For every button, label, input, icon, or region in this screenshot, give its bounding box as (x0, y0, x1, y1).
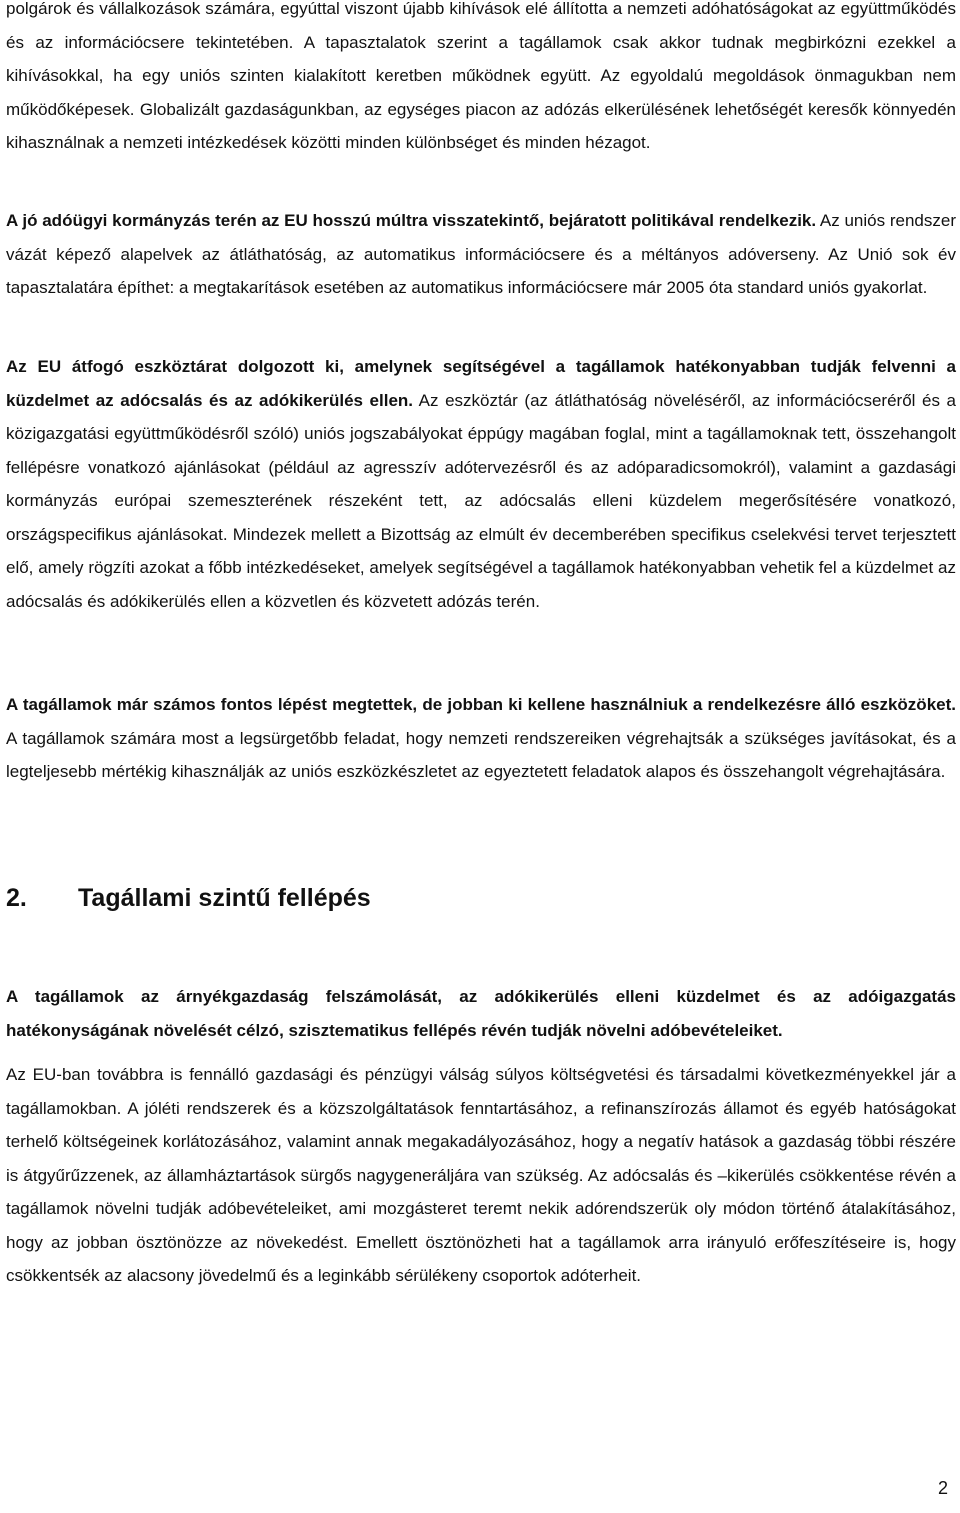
section-title: Tagállami szintű fellépés (78, 884, 371, 912)
section-heading (6, 878, 371, 918)
paragraph-body: Az uniós rendszer vázát képező alapelvek az átláthatóság, az automatikus információcsere és a méltányos adóverseny. Az Unió sok év tapasztalatára építhet: a megtakarítások esetében az automatikus információcsere már 2005 óta standard uniós gyakorlat. (6, 211, 956, 297)
paragraph-eu-toolbox (6, 350, 956, 618)
page-number: 2 (938, 1478, 949, 1498)
paragraph-good-tax-governance (6, 204, 956, 305)
paragraph-body: Az eszköztár (az átláthatóság növeléséről, az információcseréről és a közigazgatási együttműködésről szóló) uniós jogszabályokat éppúgy magában foglal, mint a tagállamoknak tett, összehangolt fellépésre vonatkozó ajánlásokat (például az agresszív adótervezésről és az adóparadicsomokról), valamint a gazdasági kormányzás európai szemeszterének részeként tett, az adócsalás elleni küzdelem megerősítésére vonatkozó, országspecifikus ajánlásokat. Mindezek mellett a Bizottság az elmúlt év decemberében specifikus cselekvési tervet terjesztett elő, amely rögzíti azokat a főbb intézkedéseket, amelyek segítségével a tagállamok hatékonyabban vehetik fel a küzdelmet az adócsalás és adókikerülés ellen a közvetlen és közvetett adózás terén. (6, 390, 957, 611)
section-number: 2. (6, 884, 27, 912)
paragraph-intro: polgárok és vállalkozások számára, egyúttal viszont újabb kihívások elé állította a nemzeti adóhatóságokat az együttműködés és az információcsere tekintetében. A tapasztalatok szerint a tagállamok csak akkor tudnak megbirkózni ezekkel a kihívásokkal, ha egy uniós szinten kialakított keretben működnek együtt. Az egyoldalú megoldások önmagukban nem működőképesek. Globalizált gazdaságunkban, az egységes piacon az adózás elkerülésének lehetőségét keresők könnyedén kihasználnak a nemzeti intézkedések közötti minden különbséget és minden hézagot. (6, 0, 956, 152)
paragraph-lead-bold: A tagállamok már számos fontos lépést megtettek, de jobban ki kellene használniuk a rendelkezésre álló eszközöket. (6, 695, 956, 714)
paragraph-lead-bold: A tagállamok az árnyékgazdaság felszámolását, az adókikerülés elleni küzdelmet és az adóigazgatás hatékonyságának növelését célzó, szisztematikus fellépés révén tudják növelni adóbevételeiket. (6, 987, 956, 1040)
paragraph-shadow-economy (6, 980, 956, 1047)
paragraph-lead-bold: Az EU átfogó eszköztárat dolgozott ki, amelynek segítségével a tagállamok hatékonyabban tudják felvenni a küzdelmet az adócsalás és az adókikerülés ellen. (6, 357, 956, 410)
paragraph-lead-bold: A jó adóügyi kormányzás terén az EU hosszú múltra visszatekintő, bejáratott politikával rendelkezik. (6, 211, 817, 230)
paragraph-member-state-steps (6, 688, 956, 789)
paragraph-crisis-consequences: Az EU-ban továbbra is fennálló gazdasági és pénzügyi válság súlyos költségvetési és társadalmi következményekkel jár a tagállamokban. A jóléti rendszerek és a közszolgáltatások fenntartásához, a refinanszírozás államot és egyéb hatóságokat terhelő költségeinek korlátozásához, valamint annak megakadályozásához, hogy a negatív hatások a gazdaság többi részére is átgyűrűzzenek, az államháztartások sürgős nagygeneráljára van szükség. Az adócsalás és –kikerülés csökkentése révén a tagállamok növelni tudják adóbevételeiket, ami mozgásteret teremt nekik adórendszerük oly módon történő átalakításához, hogy az jobban ösztönözze az növekedést. Emellett ösztönözheti hat a tagállamok arra irányuló erőfeszítéseire is, hogy csökkentsék az alacsony jövedelmű és a leginkább sérülékeny csoportok adóterheit. (6, 1065, 956, 1285)
paragraph-body: A tagállamok számára most a legsürgetőbb feladat, hogy nemzeti rendszereiken végrehajtsák a szükséges javításokat, és a legteljesebb mértékig kihasználják az uniós eszközkészletet az egyeztetett feladatok alapos és összehangolt végrehajtására. (6, 728, 956, 781)
